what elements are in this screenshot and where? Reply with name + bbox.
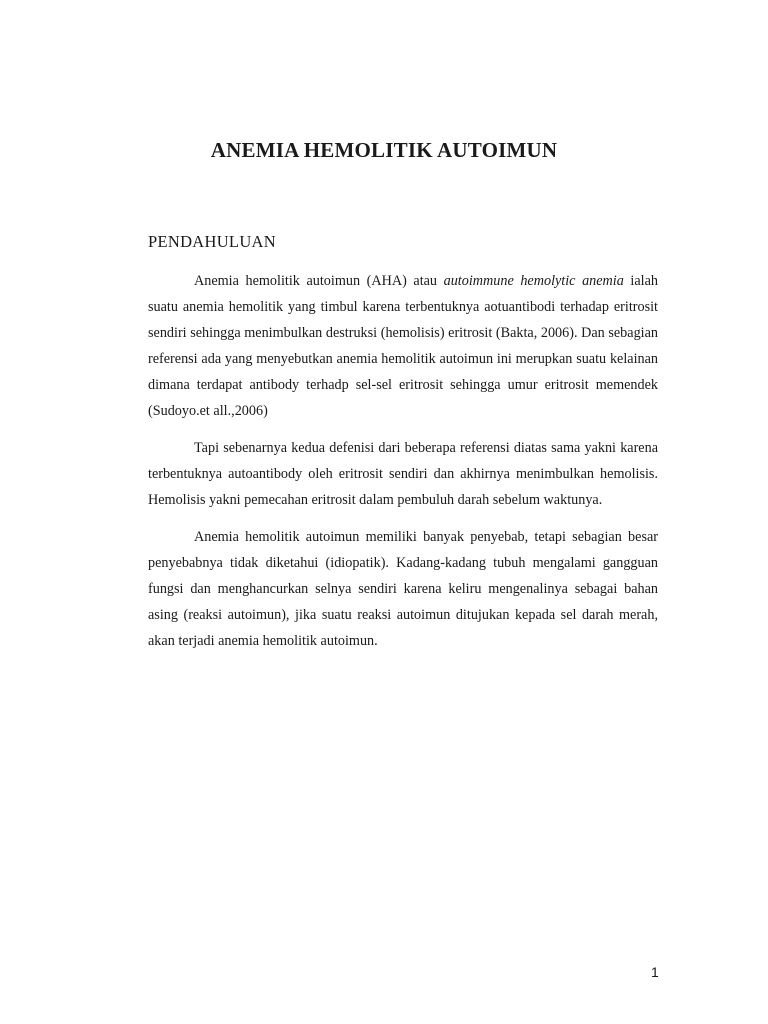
paragraph-3: Anemia hemolitik autoimun memiliki banyak penyebab, tetapi sebagian besar penyebabnya tidak diketahui (idiopatik). Kadang-kadang tubuh mengalami gangguan fungsi dan menghancurkan selnya sendiri karena keliru mengenalinya sebagai bahan asing (reaksi autoimun), jika suatu reaksi autoimun ditujukan kepada sel darah merah, akan terjadi anemia hemolitik autoimun. — [148, 529, 658, 649]
paragraph-1-italic-term: autoimmune hemolytic anemia — [443, 273, 624, 289]
paragraph-2: Tapi sebenarnya kedua defenisi dari beberapa referensi diatas sama yakni karena terbentuknya autoantibody oleh eritrosit sendiri dan akhirnya menimbulkan hemolisis. Hemolisis yakni pemecahan eritrosit dalam pembuluh darah sebelum waktunya. — [148, 440, 658, 508]
paragraph-1-rest: ialah suatu anemia hemolitik yang timbul karena terbentuknya aotuantibodi terhadap eritrosit sendiri sehingga menimbulkan destruksi (hemolisis) eritrosit (Bakta, 2006). Dan sebagian referensi ada yang menyebutkan anemia hemolitik autoimun ini merupkan suatu kelainan dimana terdapat antibody terhadp sel-sel eritrosit sehingga umur eritrosit memendek (Sudoyo.et all.,2006) — [148, 273, 658, 419]
paragraph-1 — [148, 268, 658, 424]
section-heading: PENDAHULUAN — [148, 232, 276, 251]
body-text — [148, 268, 658, 665]
page-number: 1 — [651, 964, 659, 980]
paragraph-1-lead: Anemia hemolitik autoimun (AHA) atau — [194, 273, 444, 289]
document-title: ANEMIA HEMOLITIK AUTOIMUN — [210, 138, 558, 162]
